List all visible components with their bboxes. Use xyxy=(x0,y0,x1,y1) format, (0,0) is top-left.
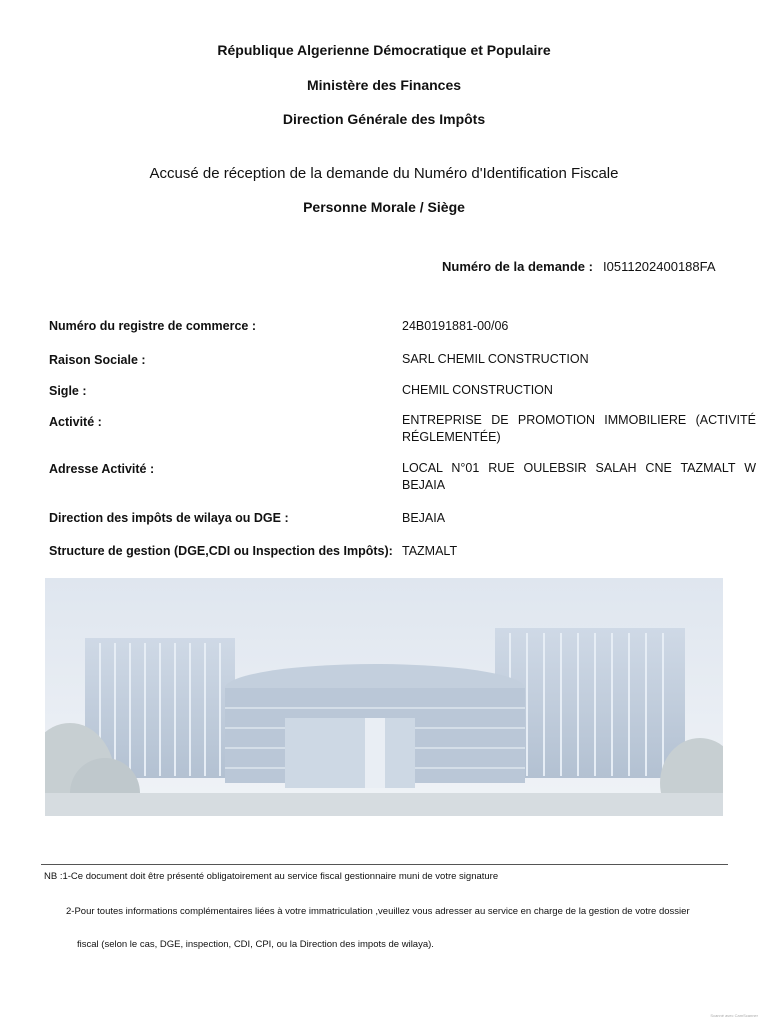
field-label-adresse: Adresse Activité : xyxy=(49,462,155,476)
building-photo xyxy=(45,578,723,816)
field-value-structure-gestion: TAZMALT xyxy=(402,544,458,558)
field-label-structure-gestion: Structure de gestion (DGE,CDI ou Inspection des Impôts): xyxy=(49,544,393,558)
field-value-activite-line2: RÉGLEMENTÉE) xyxy=(402,430,501,444)
field-value-adresse-line1: LOCAL N°01 RUE OULEBSIR SALAH CNE TAZMALT W xyxy=(402,461,756,475)
field-value-registre: 24B0191881-00/06 xyxy=(402,319,509,333)
field-value-raison-sociale: SARL CHEMIL CONSTRUCTION xyxy=(402,352,589,366)
request-number-value: I0511202400188FA xyxy=(603,259,716,274)
entity-category: Personne Morale / Siège xyxy=(303,199,465,215)
republic-title: République Algerienne Démocratique et Populaire xyxy=(217,42,551,58)
scanner-watermark: Scanné avec CamScanner xyxy=(710,1013,758,1018)
field-label-direction-impots: Direction des impôts de wilaya ou DGE : xyxy=(49,511,289,525)
field-label-raison-sociale: Raison Sociale : xyxy=(49,353,146,367)
request-number-label: Numéro de la demande : xyxy=(442,259,593,274)
note-line-1: NB :1-Ce document doit être présenté obligatoirement au service fiscal gestionnaire muni de votre signature xyxy=(44,871,499,882)
field-label-registre: Numéro du registre de commerce : xyxy=(49,319,257,333)
field-value-direction-impots: BEJAIA xyxy=(402,511,446,525)
field-label-activite: Activité : xyxy=(49,415,102,429)
field-value-adresse-line2: BEJAIA xyxy=(402,478,446,492)
field-label-sigle: Sigle : xyxy=(49,384,87,398)
notes-divider xyxy=(41,864,728,865)
note-line-2: 2-Pour toutes informations complémentaires liées à votre immatriculation ,veuillez vous adresser au service en charge de la gestion de votre dossier xyxy=(66,906,690,917)
field-value-activite-line1: ENTREPRISE DE PROMOTION IMMOBILIERE (ACTIVITÉ xyxy=(402,413,756,427)
field-value-sigle: CHEMIL CONSTRUCTION xyxy=(402,383,553,397)
direction-title: Direction Générale des Impôts xyxy=(282,111,486,127)
document-subject: Accusé de réception de la demande du Numéro d'Identification Fiscale xyxy=(149,165,619,182)
ministry-title: Ministère des Finances xyxy=(306,77,462,93)
note-line-3: fiscal (selon le cas, DGE, inspection, CDI, CPI, ou la Direction des impots de wilaya). xyxy=(77,939,434,950)
